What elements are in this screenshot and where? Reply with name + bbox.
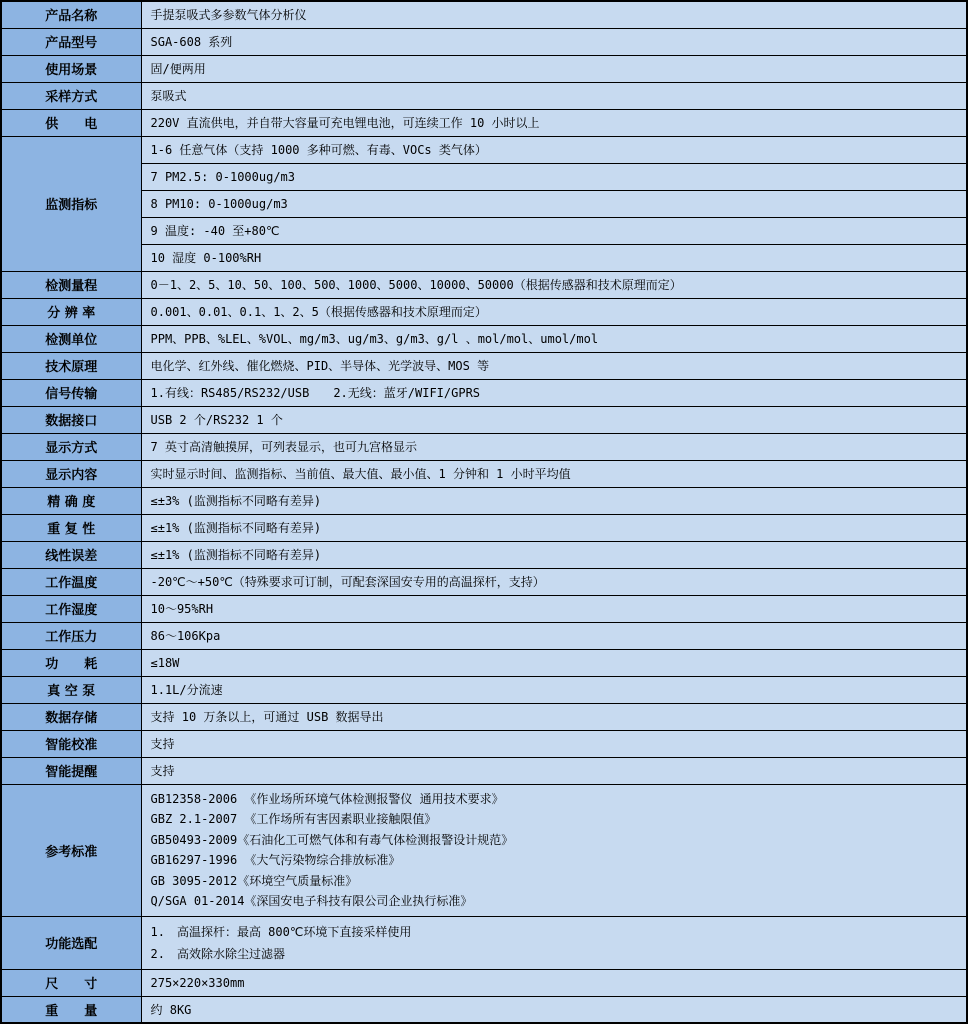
- spec-line: 2. 高效除水除尘过滤器: [150, 946, 285, 961]
- spec-row-label: 智能校准: [1, 730, 141, 757]
- spec-row-label: 检测单位: [1, 325, 141, 352]
- spec-row: [1, 541, 967, 568]
- spec-row: [1, 136, 967, 163]
- spec-row-value: 固/便两用: [141, 55, 967, 82]
- spec-row-label: 尺 寸: [1, 969, 141, 996]
- spec-row: [1, 325, 967, 352]
- spec-row-label: 真 空 泵: [1, 676, 141, 703]
- spec-row: [1, 163, 967, 190]
- spec-row-value: 86～106Kpa: [141, 622, 967, 649]
- spec-row-value: 实时显示时间、监测指标、当前值、最大值、最小值、1 分钟和 1 小时平均值: [141, 460, 967, 487]
- spec-row-label: 线性误差: [1, 541, 141, 568]
- spec-row: [1, 217, 967, 244]
- spec-row-value: 275×220×330mm: [141, 969, 967, 996]
- spec-row: [1, 82, 967, 109]
- spec-row-value: ≤±3% (监测指标不同略有差异): [141, 487, 967, 514]
- spec-row: [1, 406, 967, 433]
- spec-row-value: 220V 直流供电，并自带大容量可充电锂电池，可连续工作 10 小时以上: [141, 109, 967, 136]
- spec-line: GB16297-1996 《大气污染物综合排放标准》: [150, 853, 401, 867]
- spec-row-label: 重 复 性: [1, 514, 141, 541]
- spec-row: [1, 514, 967, 541]
- spec-row: [1, 969, 967, 996]
- spec-row-label: 精 确 度: [1, 487, 141, 514]
- spec-row-label: 检测量程: [1, 271, 141, 298]
- spec-row: [1, 730, 967, 757]
- spec-row-value: 支持: [141, 757, 967, 784]
- spec-row-value: 电化学、红外线、催化燃烧、PID、半导体、光学波导、MOS 等: [141, 352, 967, 379]
- spec-row: [1, 916, 967, 969]
- spec-row: [1, 433, 967, 460]
- spec-row-label: 显示方式: [1, 433, 141, 460]
- spec-row-value: 支持 10 万条以上，可通过 USB 数据导出: [141, 703, 967, 730]
- spec-row-value: 0.001、0.01、0.1、1、2、5（根据传感器和技术原理而定）: [141, 298, 967, 325]
- spec-row-label: 产品型号: [1, 28, 141, 55]
- spec-row-label: 工作温度: [1, 568, 141, 595]
- spec-row-value: 10～95%RH: [141, 595, 967, 622]
- spec-row: [1, 55, 967, 82]
- spec-row-value: 约 8KG: [141, 996, 967, 1023]
- spec-row: [1, 487, 967, 514]
- spec-row-label: 数据存储: [1, 703, 141, 730]
- spec-row-label: 供 电: [1, 109, 141, 136]
- spec-row-value: PPM、PPB、%LEL、%VOL、mg/m3、ug/m3、g/m3、g/l 、mol/mol、umol/mol: [141, 325, 967, 352]
- spec-row: [1, 595, 967, 622]
- spec-row: [1, 190, 967, 217]
- spec-row: [1, 996, 967, 1023]
- spec-row-value: 10 湿度 0-100%RH: [141, 244, 967, 271]
- spec-row-value: 1-6 任意气体（支持 1000 多种可燃、有毒、VOCs 类气体）: [141, 136, 967, 163]
- spec-row-value: 支持: [141, 730, 967, 757]
- spec-row-value: ≤±1% (监测指标不同略有差异): [141, 541, 967, 568]
- spec-row-label: 分 辨 率: [1, 298, 141, 325]
- spec-row-label: 使用场景: [1, 55, 141, 82]
- spec-row-value: 7 英寸高清触摸屏，可列表显示，也可九宫格显示: [141, 433, 967, 460]
- spec-row-value: [141, 784, 967, 916]
- spec-row: [1, 757, 967, 784]
- spec-row-label: 工作压力: [1, 622, 141, 649]
- spec-row: [1, 703, 967, 730]
- spec-row-label: 采样方式: [1, 82, 141, 109]
- spec-row-label: 产品名称: [1, 1, 141, 28]
- spec-row-value: 泵吸式: [141, 82, 967, 109]
- spec-row: [1, 784, 967, 916]
- spec-table-body: [1, 1, 967, 1023]
- spec-row-value: 1.1L/分流速: [141, 676, 967, 703]
- spec-row-value: 7 PM2.5: 0-1000ug/m3: [141, 163, 967, 190]
- spec-row: [1, 622, 967, 649]
- spec-row: [1, 649, 967, 676]
- spec-row-label: 数据接口: [1, 406, 141, 433]
- spec-line: Q/SGA 01-2014《深国安电子科技有限公司企业执行标准》: [150, 894, 473, 908]
- spec-row-value: -20℃～+50℃（特殊要求可订制，可配套深国安专用的高温探杆，支持）: [141, 568, 967, 595]
- spec-row: [1, 1, 967, 28]
- spec-line: GBZ 2.1-2007 《工作场所有害因素职业接触限值》: [150, 812, 437, 826]
- spec-row-label: 技术原理: [1, 352, 141, 379]
- spec-row-value: ≤±1% (监测指标不同略有差异): [141, 514, 967, 541]
- spec-row: [1, 271, 967, 298]
- spec-row: [1, 244, 967, 271]
- spec-row: [1, 676, 967, 703]
- spec-row-label: 参考标准: [1, 784, 141, 916]
- spec-row: [1, 568, 967, 595]
- spec-row: [1, 298, 967, 325]
- spec-row-value: USB 2 个/RS232 1 个: [141, 406, 967, 433]
- spec-line: 1. 高温探杆：最高 800℃环境下直接采样使用: [150, 924, 412, 939]
- spec-row-label: 智能提醒: [1, 757, 141, 784]
- spec-row-value: 0－1、2、5、10、50、100、500、1000、5000、10000、50000（根据传感器和技术原理而定）: [141, 271, 967, 298]
- spec-row-label: 信号传输: [1, 379, 141, 406]
- spec-row-value: ≤18W: [141, 649, 967, 676]
- spec-row: [1, 109, 967, 136]
- spec-row-label: 工作湿度: [1, 595, 141, 622]
- spec-row: [1, 460, 967, 487]
- spec-row-label: 监测指标: [1, 136, 141, 271]
- spec-row-value: 9 温度: -40 至+80℃: [141, 217, 967, 244]
- spec-row-label: 重 量: [1, 996, 141, 1023]
- spec-row: [1, 352, 967, 379]
- spec-line: GB 3095-2012《环境空气质量标准》: [150, 873, 358, 888]
- spec-row-value: 1.有线：RS485/RS232/USB 2.无线：蓝牙/WIFI/GPRS: [141, 379, 967, 406]
- spec-row-label: 显示内容: [1, 460, 141, 487]
- spec-line: GB50493-2009《石油化工可燃气体和有毒气体检测报警设计规范》: [150, 832, 514, 847]
- spec-row-value: SGA-608 系列: [141, 28, 967, 55]
- spec-line: GB12358-2006 《作业场所环境气体检测报警仪 通用技术要求》: [150, 791, 504, 806]
- spec-row-value: 手提泵吸式多参数气体分析仪: [141, 1, 967, 28]
- spec-row: [1, 379, 967, 406]
- spec-row-value: [141, 916, 967, 969]
- spec-row-value: 8 PM10: 0-1000ug/m3: [141, 190, 967, 217]
- spec-row-label: 功 耗: [1, 649, 141, 676]
- spec-row-label: 功能选配: [1, 916, 141, 969]
- spec-row: [1, 28, 967, 55]
